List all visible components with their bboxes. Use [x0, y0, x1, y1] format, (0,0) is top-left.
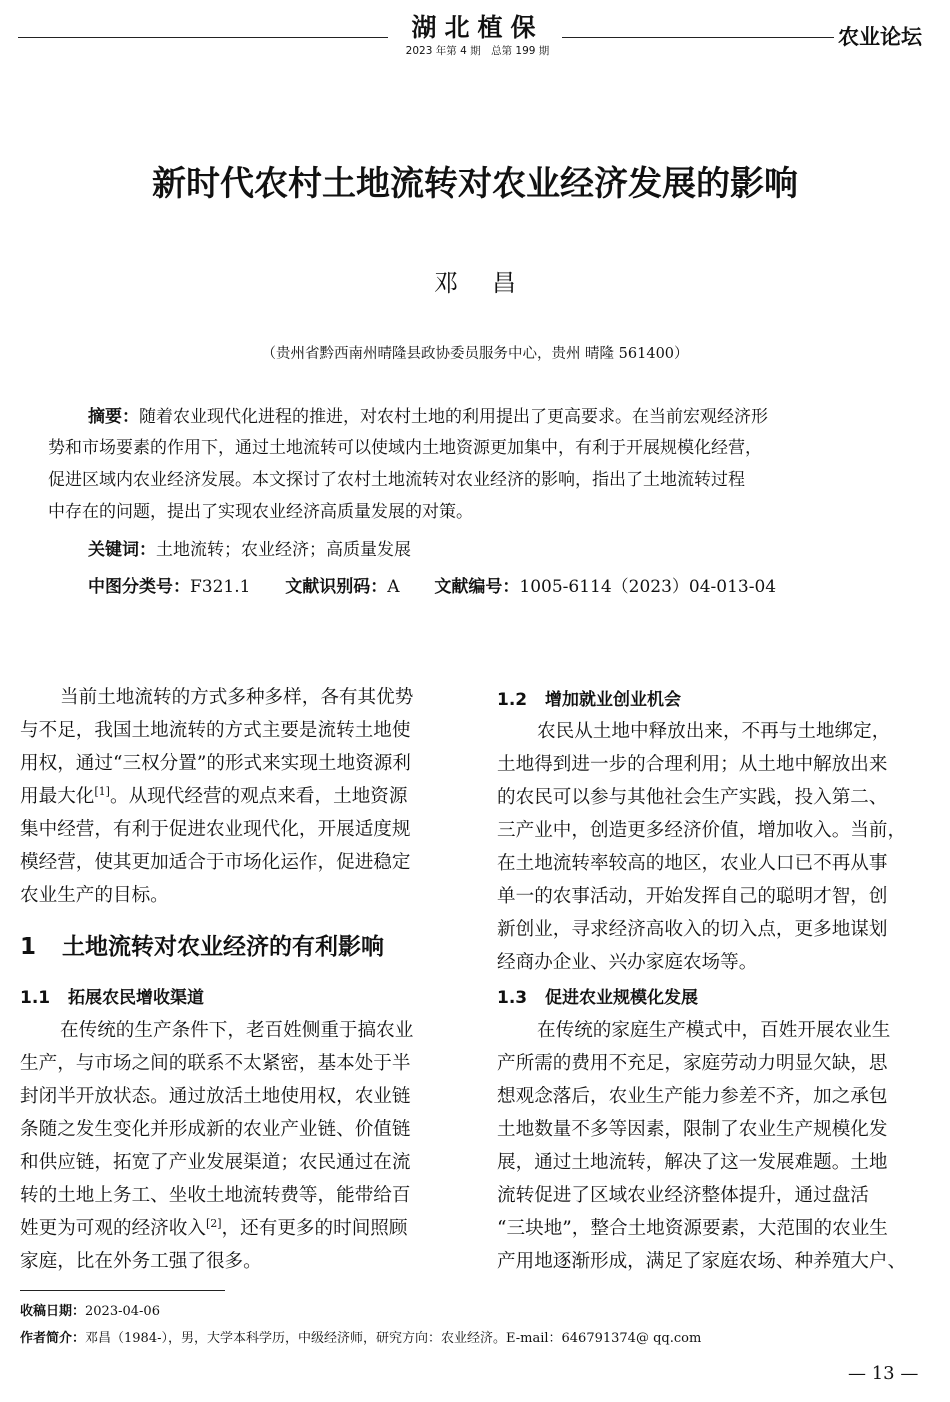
- section-heading: [20, 930, 384, 964]
- article-no-label: 文献编号：: [434, 577, 520, 597]
- body-line: [20, 1214, 408, 1244]
- body-line: 土地数量不多等因素，限制了农业生产规模化发: [497, 1119, 888, 1140]
- body-line: 展，通过土地流转，解决了这一发展难题。土地: [497, 1152, 888, 1173]
- body-line: 产用地逐渐形成，满足了家庭农场、种养殖大户、: [497, 1251, 907, 1272]
- body-text: ，还有更多的时间照顾: [221, 1218, 408, 1239]
- body-line: 新创业，寻求经济高收入的切入点，更多地谋划: [497, 919, 888, 940]
- body-line: 条随之发生变化并形成新的农业产业链、价值链: [20, 1119, 411, 1140]
- body-line: 流转促进了区域农业经济整体提升，通过盘活: [497, 1185, 869, 1206]
- affiliation: （贵州省黔西南州晴隆县政协委员服务中心，贵州 晴隆 561400）: [261, 346, 689, 362]
- abstract-line: 势和市场要素的作用下，通过土地流转可以使域内土地资源更加集中，有利于开展规模化经营，: [48, 438, 762, 458]
- body-line: 产所需的费用不充足，家庭劳动力明显欠缺，思: [497, 1053, 888, 1074]
- received-label: 收稿日期：: [20, 1304, 86, 1319]
- body-line: 农民从土地中释放出来，不再与土地绑定，: [537, 721, 891, 742]
- body-line: 当前土地流转的方式多种多样，各有其优势: [60, 687, 414, 708]
- subsection-title: 增加就业创业机会: [545, 690, 681, 710]
- body-text: 姓更为可观的经济收入: [20, 1218, 206, 1239]
- abstract-text: 随着农业现代化进程的推进，对农村土地的利用提出了更高要求。在当前宏观经济形: [139, 407, 768, 427]
- body-line: 与不足，我国土地流转的方式主要是流转土地使: [20, 720, 411, 741]
- body-line: 和供应链，拓宽了产业发展渠道；农民通过在流: [20, 1152, 411, 1173]
- body-line: [20, 782, 408, 812]
- section-number: 1: [20, 934, 37, 960]
- body-line: 土地得到进一步的合理利用；从土地中解放出来: [497, 754, 888, 775]
- doc-code: A: [387, 577, 400, 597]
- article-title: 新时代农村土地流转对农业经济发展的影响: [152, 164, 798, 204]
- body-line: 转的土地上务工、坐收土地流转费等，能带给百: [20, 1185, 411, 1206]
- abstract-label: 摘要：: [88, 407, 139, 427]
- bio-label: 作者简介：: [20, 1331, 86, 1346]
- citation-ref: [1]: [94, 785, 110, 798]
- section-title: 土地流转对农业经济的有利影响: [62, 934, 384, 960]
- body-line: 三产业中，创造更多经济价值，增加收入。当前，: [497, 820, 907, 841]
- author-bio: [20, 1329, 701, 1349]
- body-line: 模经营，使其更加适合于市场化运作，促进稳定: [20, 852, 411, 873]
- received-value: 2023-04-06: [85, 1304, 160, 1319]
- body-text: 用最大化: [20, 786, 95, 807]
- bio-value: 邓昌（1984-），男，大学本科学历，中级经济师，研究方向：农业经济。E-mail：646791374@ qq.com: [85, 1331, 702, 1346]
- doc-code-label: 文献识别码：: [285, 577, 388, 597]
- subsection-number: 1.3: [497, 988, 528, 1008]
- clc-code: F321.1: [190, 577, 251, 597]
- subsection-heading: [497, 985, 698, 1011]
- subsection-heading: [497, 687, 681, 713]
- body-line: 在土地流转率较高的地区，农业人口已不再从事: [497, 853, 888, 874]
- body-line: 农业生产的目标。: [20, 885, 169, 906]
- header-rule-right: [562, 37, 834, 38]
- subsection-title: 促进农业规模化发展: [545, 988, 698, 1008]
- subsection-heading: [20, 985, 204, 1011]
- received-date: [20, 1302, 160, 1322]
- body-line: 在传统的家庭生产模式中，百姓开展农业生: [537, 1020, 891, 1041]
- body-line: 在传统的生产条件下，老百姓侧重于搞农业: [60, 1020, 414, 1041]
- abstract-line: [88, 405, 768, 429]
- keywords-label: 关键词：: [88, 540, 156, 560]
- author-name: 邓昌: [434, 269, 550, 297]
- body-line: 集中经营，有利于促进农业现代化，开展适度规: [20, 819, 411, 840]
- page-number: — 13 —: [848, 1363, 919, 1384]
- citation-ref: [2]: [205, 1217, 222, 1230]
- subsection-number: 1.2: [497, 690, 528, 710]
- keywords-line: [88, 538, 411, 562]
- body-line: 封闭半开放状态。通过放活土地使用权，农业链: [20, 1086, 411, 1107]
- subsection-title: 拓展农民增收渠道: [68, 988, 204, 1008]
- subsection-number: 1.1: [20, 988, 51, 1008]
- body-line: 想观念落后，农业生产能力参差不齐，加之承包: [497, 1086, 888, 1107]
- body-line: 生产，与市场之间的联系不太紧密，基本处于半: [20, 1053, 411, 1074]
- abstract-line: 中存在的问题，提出了实现农业经济高质量发展的对策。: [48, 502, 473, 522]
- clc-label: 中图分类号：: [88, 577, 190, 597]
- article-no: 1005-6114（2023）04-013-04: [519, 577, 777, 597]
- body-line: 的农民可以参与其他社会生产实践，投入第二、: [497, 787, 888, 808]
- body-line: 用权，通过“三权分置”的形式来实现土地资源利: [20, 753, 411, 774]
- issue-info: 2023 年第 4 期 总第 199 期: [405, 45, 550, 57]
- column-tag: 农业论坛: [838, 25, 922, 49]
- header-rule-left: [18, 37, 388, 38]
- abstract-line: 促进区域内农业经济发展。本文探讨了农村土地流转对农业经济的影响，指出了土地流转过程: [48, 470, 745, 490]
- journal-name: 湖北植保: [411, 13, 544, 42]
- footnote-rule: [20, 1290, 225, 1291]
- body-line: 家庭，比在外务工强了很多。: [20, 1251, 262, 1272]
- keywords: 土地流转；农业经济；高质量发展: [156, 540, 411, 560]
- body-line: 单一的农事活动，开始发挥自己的聪明才智，创: [497, 886, 888, 907]
- body-line: 经商办企业、兴办家庭农场等。: [497, 952, 758, 973]
- classification-line: [88, 575, 776, 599]
- body-line: “三块地”，整合土地资源要素，大范围的农业生: [497, 1218, 888, 1239]
- body-text: 。从现代经营的观点来看，土地资源: [109, 786, 408, 807]
